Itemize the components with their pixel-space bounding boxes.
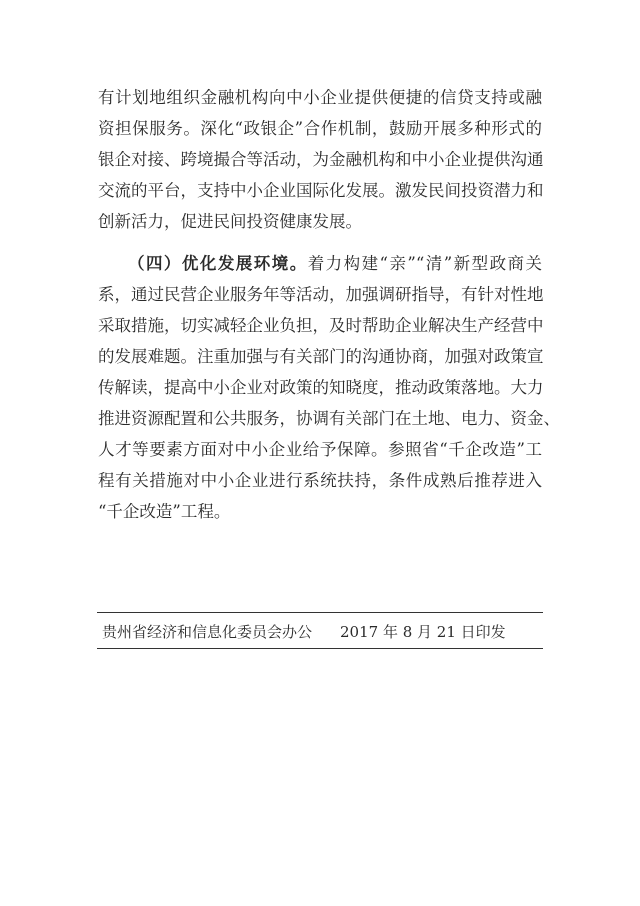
issue-date: 2017 年 8 月 21 日印发 — [340, 623, 506, 641]
paragraph-2-line-7: 人才等要素方面对中小企业给予保障。参照省“千企改造”工 — [98, 440, 542, 459]
paragraph-2-line-3: 采取措施，切实减轻企业负担，及时帮助企业解决生产经营中 — [98, 316, 544, 335]
paragraph-2-line-9: “千企改造”工程。 — [98, 502, 231, 521]
footer-bottom-rule — [97, 648, 543, 649]
paragraph-2-line-8: 程有关措施对中小企业进行系统扶持，条件成熟后推荐进入 — [98, 471, 542, 490]
footer-imprint — [102, 622, 506, 642]
paragraph-1-line-5: 创新活力，促进民间投资健康发展。 — [98, 212, 362, 231]
paragraph-1-line-3: 银企对接、跨境撮合等活动，为金融机构和中小企业提供沟通 — [98, 150, 544, 169]
paragraph-2-line-2: 系，通过民营企业服务年等活动，加强调研指导，有针对性地 — [98, 285, 544, 304]
paragraph-2-line-1 — [128, 254, 542, 274]
paragraph-2-line-6: 推进资源配置和公共服务，协调有关部门在土地、电力、资金、 — [98, 409, 560, 428]
paragraph-1-line-1: 有计划地组织金融机构向中小企业提供便捷的信贷支持或融 — [98, 88, 542, 107]
paragraph-1-line-4: 交流的平台，支持中小企业国际化发展。激发民间投资潜力和 — [98, 181, 544, 200]
section-heading: （四）优化发展环境。 — [128, 254, 308, 273]
paragraph-2-line-5: 传解读，提高中小企业对政策的知晓度，推动政策落地。大力 — [98, 378, 544, 397]
paragraph-1-line-2: 资担保服务。深化“政银企”合作机制，鼓励开展多种形式的 — [98, 119, 542, 138]
paragraph-2-line-4: 的发展难题。注重加强与有关部门的沟通协商，加强对政策宣 — [98, 347, 544, 366]
footer-top-rule — [97, 612, 543, 613]
paragraph-2-line-1-text: 着力构建“亲”“清”新型政商关 — [307, 254, 543, 273]
issuer-name: 贵州省经济和信息化委员会办公 — [102, 623, 313, 641]
